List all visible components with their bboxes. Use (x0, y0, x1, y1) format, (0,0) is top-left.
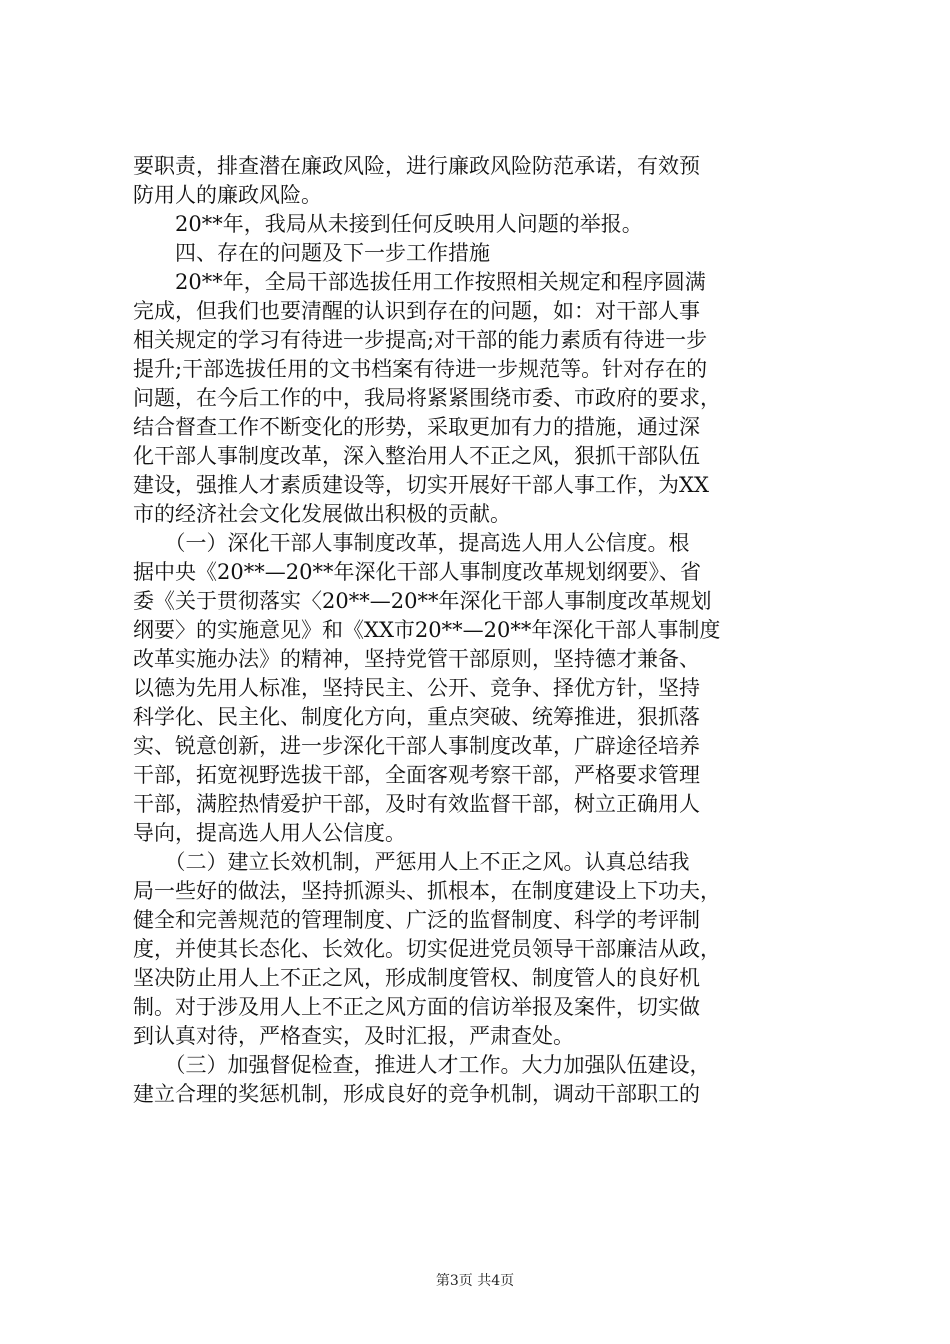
text-line: 20**年，我局从未接到任何反映用人问题的举报。 (133, 212, 643, 236)
text-line: 干部，满腔热情爱护干部，及时有效监督干部，树立正确用人 (133, 792, 700, 816)
text-line: 局一些好的做法，坚持抓源头、抓根本，在制度建设上下功夫， (133, 879, 721, 903)
text-line: 坚决防止用人上不正之风，形成制度管权、制度管人的良好机 (133, 966, 700, 990)
text-line: 委《关于贯彻落实〈20**—20**年深化干部人事制度改革规划 (133, 589, 712, 613)
text-line: 度，并使其长态化、长效化。切实促进党员领导干部廉洁从政， (133, 937, 721, 961)
text-line: 相关规定的学习有待进一步提高;对干部的能力素质有待进一步 (133, 328, 708, 352)
text-line: 导向，提高选人用人公信度。 (133, 821, 406, 845)
text-line: 防用人的廉政风险。 (133, 183, 322, 207)
text-line: 健全和完善规范的管理制度、广泛的监督制度、科学的考评制 (133, 908, 700, 932)
text-line: 到认真对待，严格查实，及时汇报，严肃查处。 (133, 1024, 574, 1048)
text-line: （二）建立长效机制，严惩用人上不正之风。认真总结我 (133, 850, 690, 874)
text-line: 制。对于涉及用人上不正之风方面的信访举报及案件，切实做 (133, 995, 700, 1019)
text-line: 20**年，全局干部选拔任用工作按照相关规定和程序圆满 (133, 270, 706, 294)
text-line: 问题，在今后工作的中，我局将紧紧围绕市委、市政府的要求， (133, 386, 721, 410)
text-line: 干部，拓宽视野选拔干部，全面客观考察干部，严格要求管理 (133, 763, 700, 787)
text-line: 实、锐意创新，进一步深化干部人事制度改革，广辟途径培养 (133, 734, 700, 758)
text-line: （三）加强督促检查，推进人才工作。大力加强队伍建设， (133, 1053, 711, 1077)
text-line: 化干部人事制度改革，深入整治用人不正之风，狠抓干部队伍 (133, 444, 700, 468)
text-line: 结合督查工作不断变化的形势，采取更加有力的措施，通过深 (133, 415, 700, 439)
text-line: 改革实施办法》的精神，坚持党管干部原则，坚持德才兼备、 (133, 647, 700, 671)
text-line: 完成，但我们也要清醒的认识到存在的问题，如：对干部人事 (133, 299, 700, 323)
text-line: 据中央《20**—20**年深化干部人事制度改革规划纲要》、省 (133, 560, 701, 584)
text-line: 要职责，排查潜在廉政风险，进行廉政风险防范承诺，有效预 (133, 154, 700, 178)
text-line: （一）深化干部人事制度改革，提高选人用人公信度。根 (133, 531, 690, 555)
section-heading: 四、存在的问题及下一步工作措施 (133, 241, 490, 265)
text-line: 科学化、民主化、制度化方向，重点突破、统筹推进，狠抓落 (133, 705, 700, 729)
page-number-footer: 第3页 共4页 (435, 1273, 515, 1289)
text-line: 建设，强推人才素质建设等，切实开展好干部人事工作，为XX (133, 473, 709, 497)
text-line: 纲要〉的实施意见》和《XX市20**—20**年深化干部人事制度 (133, 618, 721, 642)
text-line: 市的经济社会文化发展做出积极的贡献。 (133, 502, 511, 526)
text-line: 提升;干部选拔任用的文书档案有待进一步规范等。针对存在的 (133, 357, 708, 381)
text-line: 建立合理的奖惩机制，形成良好的竞争机制，调动干部职工的 (133, 1082, 700, 1106)
text-line: 以德为先用人标准，坚持民主、公开、竞争、择优方针，坚持 (133, 676, 700, 700)
document-body (133, 152, 837, 1109)
